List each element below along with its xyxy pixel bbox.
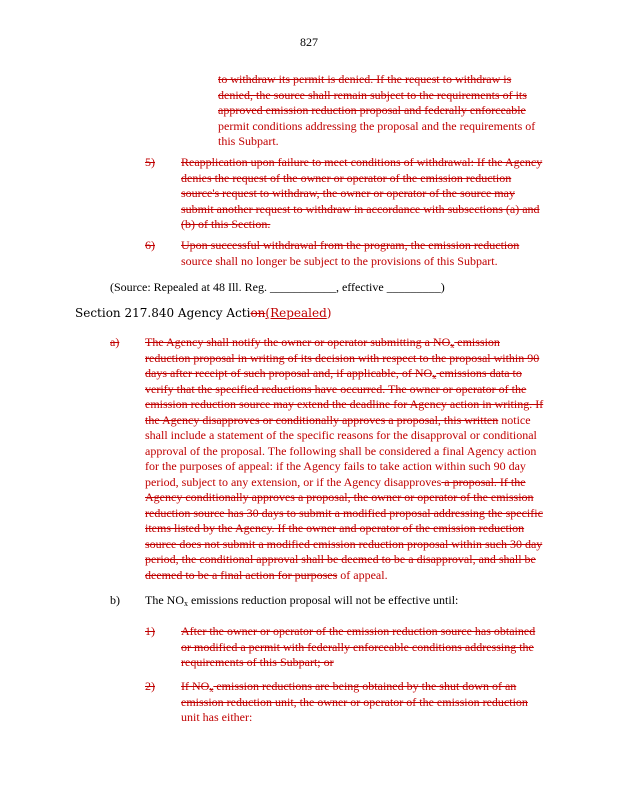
sub-item-2-text [181, 679, 545, 726]
retained-text: unit has either: [181, 710, 253, 724]
subscript-x: x [184, 599, 188, 608]
retained-text: of appeal. [337, 567, 388, 582]
subscript-x: x [432, 372, 437, 381]
item-5-text [181, 155, 545, 233]
retained-text: permit conditions addressing the proposal and the requirements of this Subpart. [218, 118, 536, 148]
deleted-text: emission reductions are being obtained by the shut down of an emission reduction unit, the owner or operator of the emission reduction [181, 679, 528, 709]
subscript-x: x [450, 341, 455, 350]
item-6-text [181, 238, 545, 269]
deleted-text: Upon successful withdrawal from the program, the emission reduction [181, 238, 520, 252]
paragraph-b-text-end: emissions reduction proposal will not be effective until: [188, 593, 459, 607]
paragraph-a-label: a) [110, 335, 120, 349]
deleted-text: If NO [181, 679, 210, 693]
section-heading-struck: on [250, 306, 266, 320]
subscript-x: x [209, 685, 214, 694]
deleted-text: a proposal. If the Agency conditionally approves a proposal, the owner or operator of the emission reduction source has 30 days to submit a modified proposal addressing the specific items listed by the Agency. If the owner and operator of the emission reduction source does not submit a modified emission reduction proposal within such 30 day period, the conditional approval shall be deemed to be a disapproval, and shall be deemed to be a final action for purposes [145, 474, 543, 582]
sub-item-2-number: 2) [145, 679, 155, 693]
sub-item-1-number: 1) [145, 624, 155, 638]
paragraph-b-text-start: The NO [145, 593, 184, 607]
paragraph-b-label: b) [110, 593, 120, 607]
sub-item-1-text [181, 624, 545, 671]
item-5-number: 5) [145, 155, 155, 169]
deleted-text: emission reduction proposal in writing of its decision with respect to the proposal within 90 days after receipt of such proposal and, if applicable, of NO [145, 335, 540, 380]
repealed-marker: (Repealed [265, 306, 327, 320]
deleted-text: After the owner or operator of the emission reduction source has obtained or modified a permit with federally enforceable conditions addressing the requirements of this Subpart; or [181, 624, 536, 669]
deleted-text: The Agency shall notify the owner or operator submitting a NO [145, 335, 451, 349]
item-6-number: 6) [145, 238, 155, 252]
section-heading [75, 306, 331, 322]
paragraph-b-text [145, 593, 545, 609]
source-note: (Source: Repealed at 48 Ill. Reg. ___________, effective _________) [110, 280, 445, 294]
section-heading-close: ) [326, 306, 332, 320]
page-number: 827 [300, 35, 318, 49]
section-heading-prefix: Section 217.840 Agency Acti [75, 306, 251, 320]
deleted-text: emissions data to verify that the specified reductions have occurred. The owner or operator of the emission reduction source may extend the deadline for Agency action in writing. If the Agency disapproves or conditionally approves a proposal, this written [145, 366, 544, 427]
deleted-text: to withdraw its permit is denied. If the request to withdraw is denied, the source shall remain subject to the requirements of its approved emission reduction proposal and federally enforceable [218, 72, 527, 117]
deleted-text: Reapplication upon failure to meet conditions of withdrawal: If the Agency denies the request of the owner or operator of the emission reduction source's request to withdraw, the owner or operator of the source may submit another request to withdraw in accordance with subsections (a) and (b) of this Section. [181, 155, 543, 231]
continuation-paragraph [218, 72, 538, 150]
retained-text: source shall no longer be subject to the provisions of this Subpart. [181, 253, 498, 268]
paragraph-a-text [145, 335, 545, 583]
retained-text: notice shall include a statement of the specific reasons for the disapproval or conditional approval of the proposal. The following shall be considered a final Agency action for the purposes of appeal: if the Agency fails to take action within such 90 day period, subject to any extension, or if the Agency disapproves [145, 412, 537, 489]
